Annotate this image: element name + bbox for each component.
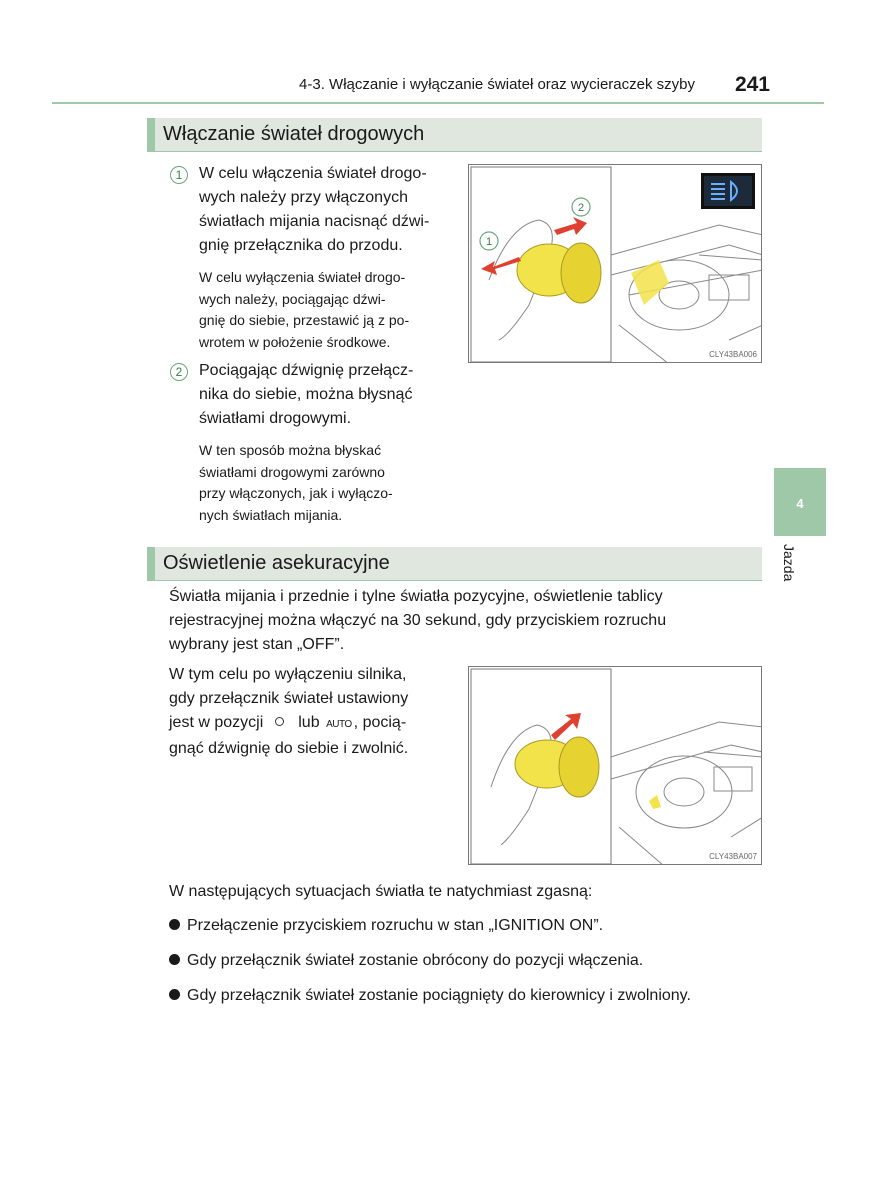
list-item [169,949,769,973]
text-fragment: jest w pozycji [169,714,264,731]
text-line: W celu włączenia świateł drogo- [199,165,427,182]
step-1-text [199,162,455,258]
text-line: gnąć dźwignię do siebie i zwolnić. [169,740,409,757]
running-header-title: 4-3. Włączanie i wyłączanie świateł oraz wycieraczek szyby [299,76,695,93]
text-line: W tym celu po wyłączeniu silnika, [169,666,407,683]
section-title: Włączanie świateł drogowych [163,123,425,145]
text-line: wych należy, pociągając dźwi- [199,290,386,307]
section-title: Oświetlenie asekuracyjne [163,552,390,574]
lever-illustration [469,165,762,363]
text-line: światłach mijania nacisnąć dźwi- [199,213,430,230]
lever-end [561,243,601,303]
text-line: wybrany jest stan „OFF”. [169,636,345,653]
figure-code: CLY43BA007 [709,852,757,861]
bullet-icon [169,989,180,1000]
text-line: przy włączonych, jak i wyłączo- [199,485,393,501]
bullet-icon [169,954,180,965]
list-item-text: Gdy przełącznik świateł zostanie pociągnięty do kierownicy i zwolniony. [187,987,691,1004]
text-fragment: lub [298,714,320,731]
section-heading-high-beam [147,118,762,151]
text-line: Światła mijania i przednie i tylne światła pozycyjne, oświetlenie tablicy [169,588,663,605]
bullet-icon [169,919,180,930]
chapter-tab [774,468,826,536]
dashboard-drawing [611,225,762,363]
step-1-note [199,267,455,353]
text-line: W ten sposób można błyskać [199,442,382,458]
step-2-note [199,440,455,526]
list-item-text: Gdy przełącznik świateł zostanie obrócony do pozycji włączenia. [187,952,644,969]
section-heading-safety-lighting [147,547,762,580]
text-line: nych światłach mijania. [199,506,343,523]
text-line: gdy przełącznik świateł ustawiony [169,690,409,707]
indicator-screen [704,176,752,206]
list-item [169,914,769,938]
list-item [169,984,779,1008]
figure-lever-pull [468,666,762,865]
chapter-number: 4 [796,496,804,511]
chapter-label: Jazda [781,544,797,582]
text-line: W celu wyłączenia świateł drogo- [199,269,406,285]
text-line: Pociągając dźwignię przełącz- [199,362,414,379]
list-item-text: Przełączenie przyciskiem rozruchu w stan „IGNITION ON”. [187,917,604,934]
following-text: W następujących sytuacjach światła te natychmiast zgasną: [169,883,593,900]
text-fragment: , pocią- [353,714,407,731]
section-2-intro [169,585,762,657]
callout-1-label: 1 [485,236,493,248]
auto-symbol: AUTO [326,719,352,730]
figure-code: CLY43BA006 [709,350,757,359]
text-line: gnię przełącznika do przodu. [199,237,403,254]
text-line [169,711,459,737]
header-rule [52,102,824,104]
text-line: gnię do siebie, przestawić ją z po- [199,312,410,328]
callout-2-label: 2 [577,202,585,214]
text-line: wrotem w położenie środkowe. [199,333,391,350]
text-line: światłami drogowymi zarówno [199,463,385,480]
page-number: 241 [734,73,770,96]
text-line: nika do siebie, można błysnąć [199,386,413,403]
text-line: wych należy przy włączonych [199,189,408,206]
section-underline [147,580,762,581]
lever-illustration [469,667,762,865]
step-2-text [199,359,455,431]
lever-end [559,737,599,797]
text-line: światłami drogowymi. [199,410,352,427]
section-underline [147,151,762,152]
text-line: rejestracyjnej można włączyć na 30 sekund, gdy przyciskiem rozruchu [169,612,667,629]
figure-high-beam-lever [468,164,762,363]
position-lamp-icon [275,717,284,726]
step-number-1: 1 [170,166,188,184]
dashboard-drawing [611,722,762,865]
lever-highlight [649,795,661,809]
lever-highlight [631,260,669,305]
step-number-2: 2 [170,363,188,381]
procedure-text [169,663,459,761]
